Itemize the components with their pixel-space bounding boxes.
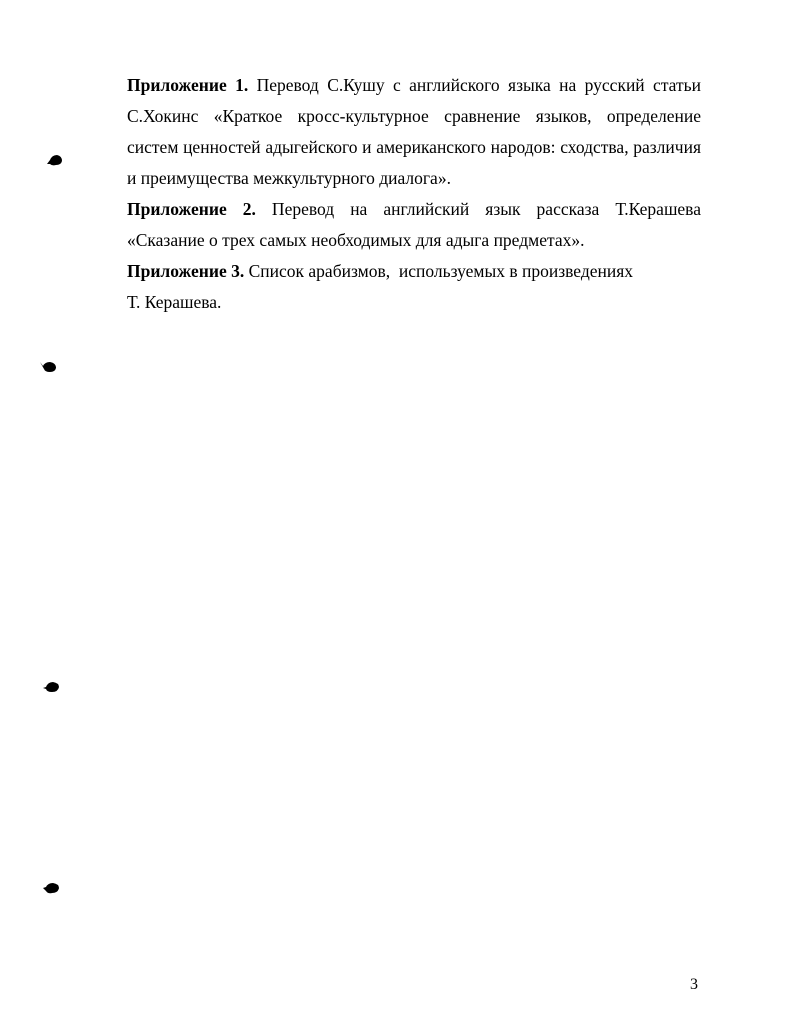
appendix-1 xyxy=(127,70,701,194)
punch-hole-mark xyxy=(40,678,62,696)
appendix-3-continuation: Т. Керашева. xyxy=(127,292,222,312)
appendix-3-label: Приложение 3. xyxy=(127,261,245,281)
appendix-1-text: Перевод С.Кушу с английского языка на русский статьи С.Хокинс «Краткое кросс-культурное сравнение языков, определение систем ценностей адыгейского и американского народов: сходства, различия и преимущества межкультурного диалога». xyxy=(127,75,701,188)
appendix-2 xyxy=(127,194,701,256)
appendix-3-text: Список арабизмов, используемых в произведениях xyxy=(244,261,634,281)
appendix-3 xyxy=(127,256,701,287)
appendix-2-text: Перевод на английский язык рассказа Т.Керашева «Сказание о трех самых необходимых для адыга предметах». xyxy=(127,199,701,250)
punch-hole-mark xyxy=(40,880,62,898)
punch-hole-mark xyxy=(38,358,60,376)
appendix-2-label: Приложение 2. xyxy=(127,199,256,219)
appendix-list xyxy=(127,70,701,318)
appendix-1-label: Приложение 1. xyxy=(127,75,249,95)
punch-hole-mark xyxy=(44,150,66,168)
page-number: 3 xyxy=(690,976,698,993)
